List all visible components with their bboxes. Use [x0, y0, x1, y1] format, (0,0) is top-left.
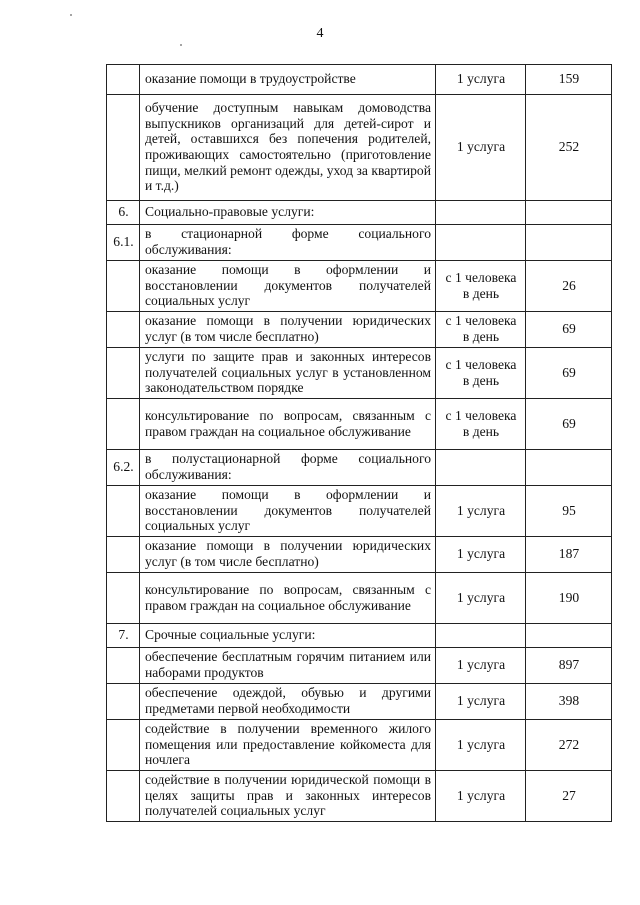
scan-speck	[180, 44, 182, 46]
service-unit: с 1 человека в день	[436, 312, 526, 348]
row-number	[107, 648, 140, 684]
service-description: содействие в получении временного жилого помещения или предоставление койкоместа для ночлега	[140, 720, 436, 771]
row-number	[107, 261, 140, 312]
row-number	[107, 771, 140, 822]
section-number: 6.1.	[107, 225, 140, 261]
service-unit	[436, 450, 526, 486]
table-row	[107, 573, 612, 624]
service-unit: 1 услуга	[436, 486, 526, 537]
row-number	[107, 537, 140, 573]
table-row	[107, 348, 612, 399]
service-description: оказание помощи в оформлении и восстановлении документов получателей социальных услуг	[140, 261, 436, 312]
section-title: в полустационарной форме социального обслуживания:	[140, 450, 436, 486]
table-row	[107, 486, 612, 537]
service-unit	[436, 624, 526, 648]
service-unit: 1 услуга	[436, 684, 526, 720]
service-unit: с 1 человека в день	[436, 261, 526, 312]
row-number	[107, 399, 140, 450]
scan-speck	[70, 14, 72, 16]
service-description: услуги по защите прав и законных интересов получателей социальных услуг в установленном законодательством порядке	[140, 348, 436, 399]
services-tariff-table	[106, 64, 612, 822]
row-number	[107, 720, 140, 771]
section-number: 7.	[107, 624, 140, 648]
service-unit: с 1 человека в день	[436, 348, 526, 399]
section-row	[107, 201, 612, 225]
service-description: обеспечение одеждой, обувью и другими предметами первой необходимости	[140, 684, 436, 720]
service-tariff	[526, 225, 612, 261]
service-description: содействие в получении юридической помощи в целях защиты прав и законных интересов получателей социальных услуг	[140, 771, 436, 822]
service-tariff: 69	[526, 312, 612, 348]
service-tariff: 26	[526, 261, 612, 312]
service-description: консультирование по вопросам, связанным с правом граждан на социальное обслуживание	[140, 573, 436, 624]
service-tariff: 69	[526, 348, 612, 399]
service-unit: 1 услуга	[436, 573, 526, 624]
section-title: Социально-правовые услуги:	[140, 201, 436, 225]
service-unit	[436, 225, 526, 261]
service-tariff: 272	[526, 720, 612, 771]
row-number	[107, 348, 140, 399]
row-number	[107, 65, 140, 95]
service-unit	[436, 201, 526, 225]
row-number	[107, 573, 140, 624]
row-number	[107, 95, 140, 201]
service-tariff: 95	[526, 486, 612, 537]
table-row	[107, 399, 612, 450]
service-unit: с 1 человека в день	[436, 399, 526, 450]
service-tariff: 27	[526, 771, 612, 822]
service-tariff	[526, 201, 612, 225]
table-row	[107, 720, 612, 771]
service-tariff: 897	[526, 648, 612, 684]
service-tariff: 69	[526, 399, 612, 450]
table-row	[107, 684, 612, 720]
section-number: 6.	[107, 201, 140, 225]
table-row	[107, 648, 612, 684]
row-number	[107, 312, 140, 348]
table-row	[107, 537, 612, 573]
section-row	[107, 450, 612, 486]
page-number: 4	[316, 26, 324, 41]
section-row	[107, 225, 612, 261]
service-tariff: 190	[526, 573, 612, 624]
row-number	[107, 684, 140, 720]
service-tariff: 187	[526, 537, 612, 573]
table-row	[107, 65, 612, 95]
service-description: консультирование по вопросам, связанным с правом граждан на социальное обслуживание	[140, 399, 436, 450]
section-title: Срочные социальные услуги:	[140, 624, 436, 648]
service-tariff: 398	[526, 684, 612, 720]
service-unit: 1 услуга	[436, 771, 526, 822]
section-row	[107, 624, 612, 648]
service-description: оказание помощи в трудоустройстве	[140, 65, 436, 95]
service-description: оказание помощи в получении юридических услуг (в том числе бесплатно)	[140, 312, 436, 348]
service-tariff: 252	[526, 95, 612, 201]
table-row	[107, 312, 612, 348]
service-description: оказание помощи в получении юридических услуг (в том числе бесплатно)	[140, 537, 436, 573]
table-row	[107, 261, 612, 312]
service-unit: 1 услуга	[436, 65, 526, 95]
table-row	[107, 771, 612, 822]
service-description: обеспечение бесплатным горячим питанием или наборами продуктов	[140, 648, 436, 684]
service-unit: 1 услуга	[436, 648, 526, 684]
section-title: в стационарной форме социального обслуживания:	[140, 225, 436, 261]
service-description: обучение доступным навыкам домоводства выпускников организаций для детей-сирот и детей, оставшихся без попечения родителей, проживающих самостоятельно (приготовление пищи, мелкий ремонт одежды, уход за квартирой и т.д.)	[140, 95, 436, 201]
service-unit: 1 услуга	[436, 720, 526, 771]
table-row	[107, 95, 612, 201]
service-unit: 1 услуга	[436, 537, 526, 573]
service-unit: 1 услуга	[436, 95, 526, 201]
service-tariff: 159	[526, 65, 612, 95]
service-tariff	[526, 450, 612, 486]
service-description: оказание помощи в оформлении и восстановлении документов получателей социальных услуг	[140, 486, 436, 537]
row-number	[107, 486, 140, 537]
section-number: 6.2.	[107, 450, 140, 486]
service-tariff	[526, 624, 612, 648]
